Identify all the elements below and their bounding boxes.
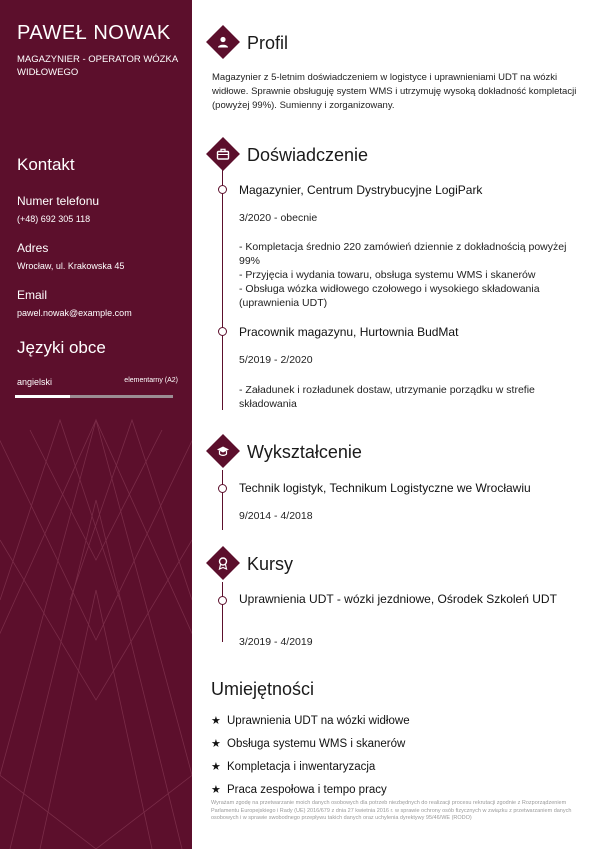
sidebar-decoration (0, 0, 192, 849)
education-timeline (222, 470, 223, 530)
star-icon: ★ (211, 738, 221, 750)
language-name: angielski (17, 377, 53, 387)
education-title: Technik logistyk, Technikum Logistyczne we Wrocławiu (239, 481, 531, 495)
language-level: elementarny (A2) (124, 377, 178, 384)
skills-heading: Umiejętności (211, 679, 315, 699)
skill-label: Obsługa systemu WMS i skanerów (227, 738, 406, 750)
award-icon (216, 556, 230, 570)
main-content (192, 0, 600, 849)
gdpr-clause: Wyrażam zgodę na przetwarzanie moich danych osobowych dla potrzeb niezbędnych do realizacji procesu rekrutacji zgodnie z Rozporządzeniem Parlamentu Europejskiego i Rady (UE) 2016/679 z dnia 27 kwietnia 2016 r. w sprawie ochrony osób fizycznych w związku z przetwarzaniem danych osobowych i w sprawie swobodnego przepływu takich danych oraz uchylenia dyrektywy 95/46/WE (RODO) (211, 800, 572, 821)
language-bar-fill (15, 395, 70, 398)
timeline-dot (218, 596, 227, 605)
skill-item (211, 760, 375, 773)
skill-label: Uprawnienia UDT na wózki widłowe (227, 715, 410, 727)
experience-date: 3/2020 - obecnie (239, 212, 318, 224)
experience-desc (239, 240, 569, 310)
briefcase-icon (216, 147, 230, 161)
languages-heading: Języki obce (17, 338, 106, 357)
contact-heading: Kontakt (17, 155, 75, 174)
experience-desc (239, 383, 569, 411)
star-icon: ★ (211, 784, 221, 796)
phone-value: (+48) 692 305 118 (17, 214, 91, 224)
language-bar (15, 395, 173, 398)
timeline-dot (218, 185, 227, 194)
courses-heading: Kursy (247, 554, 294, 574)
candidate-name: PAWEŁ NOWAK (17, 22, 171, 44)
skill-label: Praca zespołowa i tempo pracy (227, 784, 387, 796)
courses-section-icon (206, 546, 240, 580)
experience-bullet: - Obsługa wózka widłowego czołowego i wysokiego składowania (uprawnienia UDT) (239, 283, 540, 309)
skill-label: Kompletacja i inwentaryzacja (227, 761, 376, 773)
education-heading: Wykształcenie (247, 442, 362, 462)
email-value: pawel.nowak@example.com (17, 308, 132, 318)
phone-label: Numer telefonu (17, 194, 100, 208)
skill-item (211, 783, 387, 796)
email-label: Email (17, 288, 48, 302)
education-date: 9/2014 - 4/2018 (239, 510, 313, 522)
address-label: Adres (17, 241, 49, 255)
experience-timeline (222, 170, 223, 410)
person-icon (216, 35, 230, 49)
education-section-icon (206, 434, 240, 468)
experience-bullet: - Przyjęcia i wydania towaru, obsługa systemu WMS i skanerów (239, 269, 536, 281)
graduation-cap-icon (216, 444, 230, 458)
courses-timeline (222, 582, 223, 642)
timeline-dot (218, 327, 227, 336)
experience-date: 5/2019 - 2/2020 (239, 354, 313, 366)
profile-section-icon (206, 25, 240, 59)
sidebar (0, 0, 192, 849)
address-value: Wrocław, ul. Krakowska 45 (17, 261, 125, 271)
star-icon: ★ (211, 761, 221, 773)
skill-item (211, 714, 410, 727)
skill-item (211, 737, 405, 750)
timeline-dot (218, 484, 227, 493)
experience-bullet: - Kompletacja średnio 220 zamówień dziennie z dokładnością powyżej 99% (239, 241, 567, 267)
course-title: Uprawnienia UDT - wózki jezdniowe, Ośrodek Szkoleń UDT (239, 592, 557, 606)
star-icon: ★ (211, 715, 221, 727)
experience-title: Magazynier, Centrum Dystrybucyjne LogiPark (239, 183, 483, 197)
profile-heading: Profil (247, 33, 289, 53)
experience-section-icon (206, 137, 240, 171)
experience-heading: Doświadczenie (247, 145, 369, 165)
experience-title: Pracownik magazynu, Hurtownia BudMat (239, 325, 459, 339)
course-date: 3/2019 - 4/2019 (239, 636, 313, 648)
experience-bullet: - Załadunek i rozładunek dostaw, utrzymanie porządku w strefie składowania (239, 384, 535, 410)
job-title: MAGAZYNIER - OPERATOR WÓZKA WIDŁOWEGO (17, 54, 178, 78)
profile-text: Magazynier z 5-letnim doświadczeniem w logistyce i uprawnieniami UDT na wózki widłowe. Sprawnie obsługuję system WMS i utrzymuję wysoką dokładność kompletacji (powyżej 99%). Sumienny i zorganizowany. (212, 72, 577, 111)
